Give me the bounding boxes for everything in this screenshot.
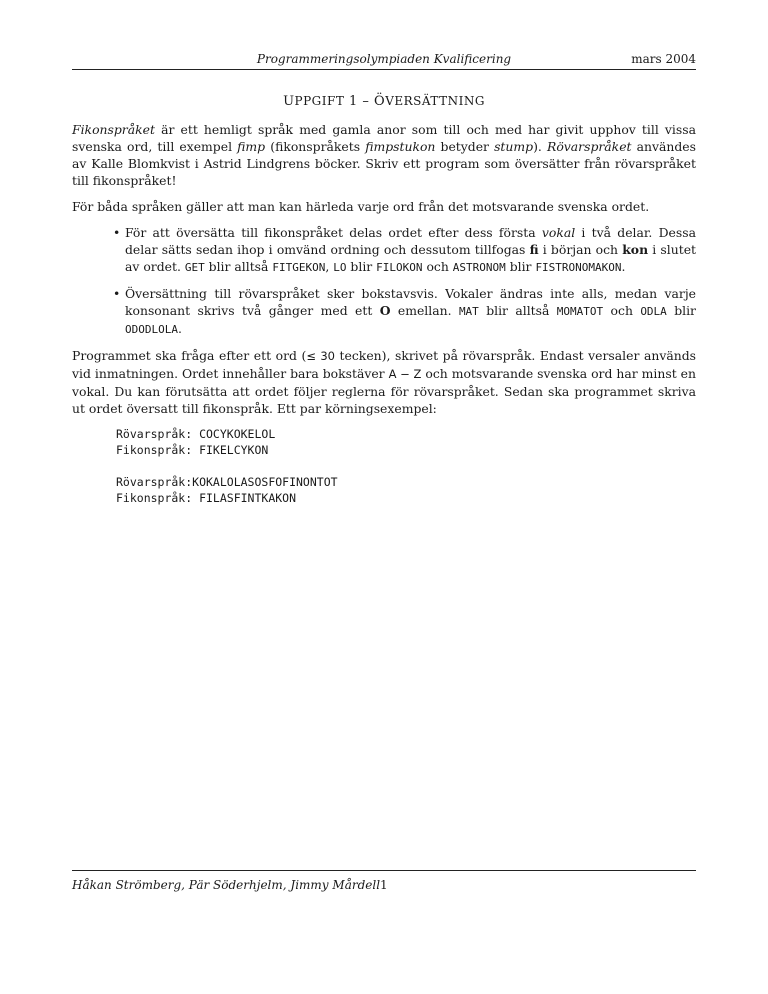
page-header [72,52,696,70]
example-runs [72,426,696,506]
example-run-1 [116,426,696,458]
header-date: mars 2004 [631,52,696,66]
example-output-line: Fikonspråk: FILASFINTKAKON [116,491,297,505]
rules-list [72,224,696,338]
example-input-line: Rövarspråk: COCYKOKELOL [116,427,276,441]
page-footer [72,870,696,892]
example-output-line: Fikonspråk: FIKELCYKON [116,443,269,457]
example-input-line: Rövarspråk:KOKALOLASOSFOFINONTOT [116,475,338,489]
page-number: 1 [380,878,388,892]
list-item-fikon: • För att översätta till fikonspråket delas ordet efter dess första vokal i två delar. Dessa delar sätts sedan ihop i omvänd ordning och dessutom tillfogas fi i början och kon i slutet av ordet. GET blir alltså FITGEKON, LO blir FILOKON och ASTRONOM blir FISTRONOMAKON. [125,224,696,276]
rules-paragraph: För båda språken gäller att man kan härleda varje ord från det motsvarande svenska ordet. [72,199,650,214]
intro-paragraph: Fikonspråket är ett hemligt språk med gamla anor som till och med har givit upphov till vissa svenska ord, till exempel fimp (fikonspråkets fimpstukon betyder stump). Rövarspråket användes av Kalle Blomkvist i Astrid Lindgrens böcker. Skriv ett program som översätter från rövarspråket till fikonspråket! [72,122,696,188]
example-run-2 [116,474,696,506]
list-item-rovar: • Översättning till rövarspråket sker bokstavsvis. Vokaler ändras inte alls, medan varje konsonant skrivs två gånger med ett O emellan. MAT blir alltså MOMATOT och ODLA blir ODODLOLA. [125,285,696,338]
problem-body [72,121,696,522]
header-title: Programmeringsolympiaden Kvalificering [256,52,512,66]
problem-title: UPPGIFT 1 – ÖVERSÄTTNING [283,94,485,109]
input-paragraph: Programmet ska fråga efter ett ord (≤ 30 tecken), skrivet på rövarspråk. Endast versaler används vid inmatningen. Ordet innehåller bara bokstäver A − Z och motsvarande svenska ord har minst en vokal. Du kan förutsätta att ordet följer reglerna för rövarspråket. Sedan ska programmet skriva ut ordet översatt till fikonspråk. Ett par körningsexempel: [72,348,696,416]
footer-authors: Håkan Strömberg, Pär Söderhjelm, Jimmy Mårdell [72,878,381,892]
